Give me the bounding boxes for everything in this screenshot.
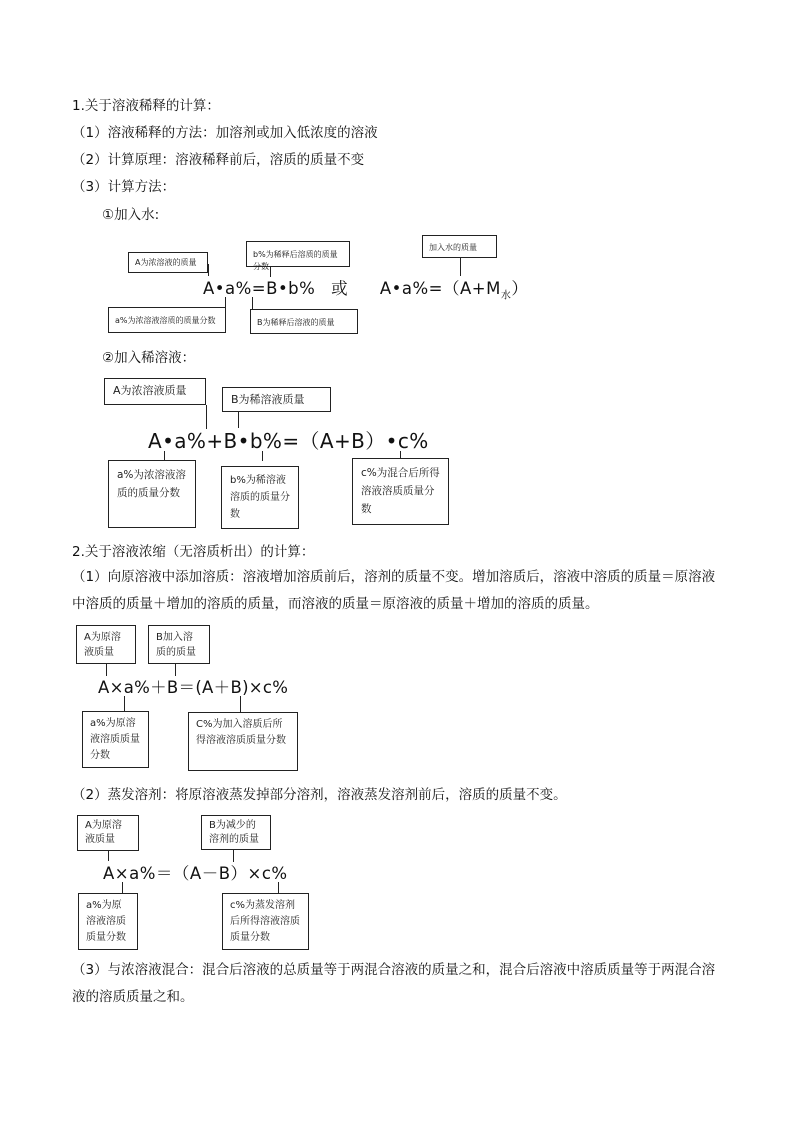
section1-item1: （1）溶液稀释的方法：加溶剂或加入低浓度的溶液 [72,125,378,141]
label-box-B: B加入溶质的质量 [148,625,210,664]
label-box-A: A为原溶液质量 [77,815,139,851]
label-box-b: b%为稀释后溶质的质量分数 [246,241,350,267]
section1-title: 1.关于溶液稀释的计算： [72,98,220,114]
label-box-c: C%为加入溶质后所得溶液溶质质量分数 [188,712,298,771]
label-box-A: A为浓溶液质量 [104,378,206,405]
label-box-A: A为原溶液质量 [76,625,136,664]
label-box-a: a%为浓溶液溶质的质量分数 [108,460,196,528]
connector [240,696,241,712]
concentration-formula-add: A×a%＋B＝(A＋B)×c% [98,678,289,697]
section1-item3: （3）计算方法： [72,179,176,195]
connector [124,696,125,712]
formula-close: ） [511,279,529,298]
section2-item2: （2）蒸发溶剂：将原溶液蒸发掉部分溶剂，溶液蒸发溶剂前后，溶质的质量不变。 [72,787,567,803]
section2-item1: （1）向原溶液中添加溶质：溶液增加溶质前后，溶剂的质量不变。增加溶质后，溶液中溶质的质量＝原溶液中溶质的质量＋增加的溶质的质量，而溶液的质量＝原溶液的质量＋增加的溶质的质量。 [72,569,716,612]
label-box-c: c%为蒸发溶剂后所得溶液溶质质量分数 [222,893,309,950]
section2-title: 2.关于溶液浓缩（无溶质析出）的计算： [72,544,315,560]
connector [460,258,461,276]
label-box-B: B为稀释后溶液的质量 [250,309,358,334]
label-box-water: 加入水的质量 [422,235,497,258]
formula-left: A•a%=B•b% [203,279,316,298]
formula-sub-water: 水 [500,290,512,302]
method2-heading: ②加入稀溶液： [102,350,196,366]
label-box-a: a%为原溶液溶质质量分数 [78,893,138,950]
section2-item3: （3）与浓溶液混合：混合后溶液的总质量等于两混合溶液的质量之和，混合后溶液中溶质质量等于两混合溶液的溶质质量之和。 [72,962,716,1005]
label-box-b: b%为稀溶液溶质的质量分数 [221,466,299,529]
formula-right: A•a%=（A+M [379,279,501,298]
formula-or: 或 [331,279,349,298]
section1-item2: （2）计算原理：溶液稀释前后，溶质的质量不变 [72,152,365,168]
label-box-B: B为稀溶液质量 [222,387,331,412]
label-box-a: a%为浓溶液溶质的质量分数 [108,307,226,333]
dilution-formula-solution: A•a%+B•b%=（A+B）•c% [148,429,429,453]
method1-heading: ①加入水: [102,207,160,223]
label-box-c: c%为混合后所得溶液溶质质量分数 [352,458,449,525]
connector [262,451,263,461]
label-box-A: A为浓溶液的质量 [128,252,208,273]
label-box-B: B为减少的溶剂的质量 [201,815,271,850]
label-box-a: a%为原溶液溶质质量分数 [82,711,149,768]
connector [252,297,253,309]
concentration-formula-evaporate: A×a%＝（A－B）×c% [103,864,288,883]
